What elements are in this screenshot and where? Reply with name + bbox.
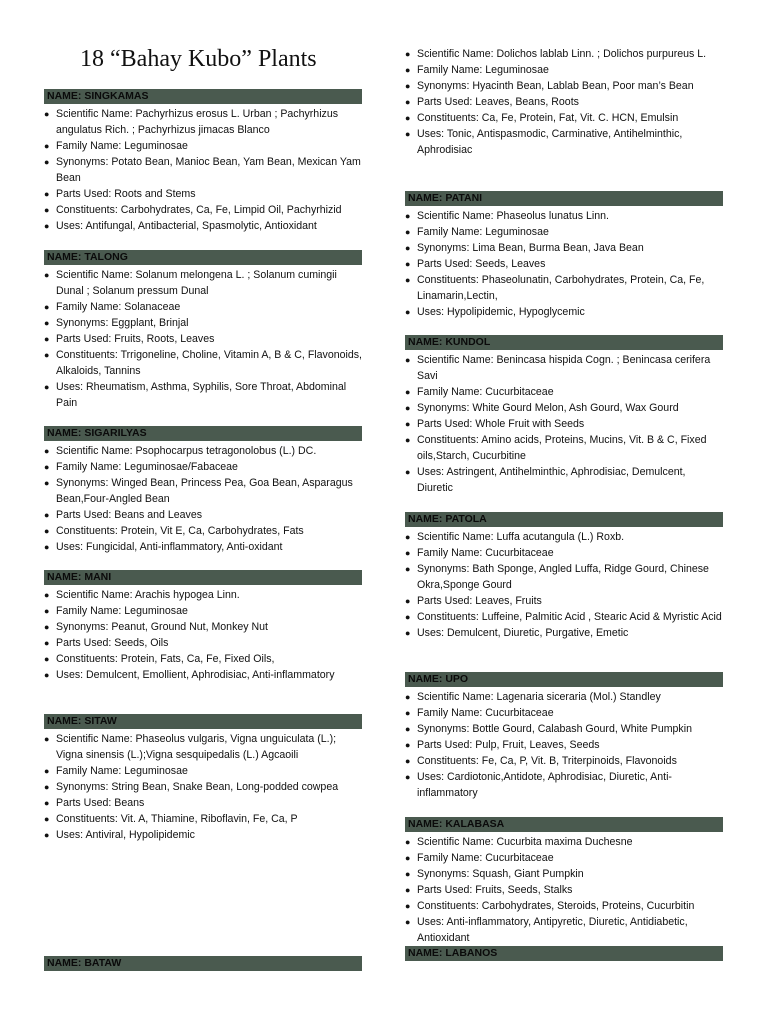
list-item (44, 795, 362, 811)
list-item (44, 827, 362, 843)
plant-name: BATAW (84, 957, 122, 969)
bullet-icon: ● (405, 628, 411, 638)
list-item (405, 866, 723, 882)
list-item-text: Family Name: Cucurbitaceae (417, 386, 554, 398)
bullet-icon: ● (44, 782, 50, 792)
list-item (405, 609, 723, 625)
list-item (405, 384, 723, 400)
plant-details-list (405, 689, 723, 801)
list-item (405, 62, 723, 78)
list-item (405, 834, 723, 850)
bullet-icon: ● (44, 270, 50, 280)
plant-section (405, 335, 723, 496)
bullet-icon: ● (405, 724, 411, 734)
list-item-text: Parts Used: Seeds, Leaves (417, 258, 546, 270)
bullet-icon: ● (44, 334, 50, 344)
list-item (405, 110, 723, 126)
plant-details-list (44, 267, 362, 411)
bullet-icon: ● (44, 205, 50, 215)
list-item (405, 737, 723, 753)
list-item-text: Uses: Astringent, Antihelminthic, Aphrodisiac, Demulcent, Diuretic (417, 466, 686, 494)
plant-section (44, 714, 362, 843)
bullet-icon: ● (405, 211, 411, 221)
list-item (405, 240, 723, 256)
list-item-text: Parts Used: Pulp, Fruit, Leaves, Seeds (417, 739, 600, 751)
list-item-text: Synonyms: String Bean, Snake Bean, Long-podded cowpea (56, 781, 339, 793)
list-item-text: Family Name: Leguminosae (56, 605, 188, 617)
bullet-icon: ● (405, 113, 411, 123)
list-item-text: Constituents: Protein, Vit E, Ca, Carbohydrates, Fats (56, 525, 304, 537)
list-item-text: Uses: Demulcent, Diuretic, Purgative, Emetic (417, 627, 629, 639)
bullet-icon: ● (44, 814, 50, 824)
list-item-text: Synonyms: Lima Bean, Burma Bean, Java Bean (417, 242, 644, 254)
list-item (44, 315, 362, 331)
list-item-text: Parts Used: Beans and Leaves (56, 509, 203, 521)
list-item-text: Uses: Tonic, Antispasmodic, Carminative, Antihelminthic, Aphrodisiac (417, 128, 683, 156)
list-item (405, 400, 723, 416)
list-item-text: Constituents: Trrigoneline, Choline, Vitamin A, B & C, Flavonoids, Alkaloids, Tannins (56, 349, 362, 377)
plant-name: TALONG (84, 251, 128, 263)
plant-section (44, 89, 362, 234)
bullet-icon: ● (405, 708, 411, 718)
bullet-icon: ● (44, 798, 50, 808)
list-item (44, 619, 362, 635)
list-item-text: Scientific Name: Phaseolus lunatus Linn. (417, 210, 609, 222)
plant-name: MANI (84, 571, 112, 583)
list-item-text: Synonyms: Bath Sponge, Angled Luffa, Ridge Gourd, Chinese Okra,Sponge Gourd (417, 563, 709, 591)
plant-section (405, 672, 723, 801)
list-item (405, 593, 723, 609)
list-item-text: Scientific Name: Dolichos lablab Linn. ; Dolichos purpureus L. (417, 48, 707, 60)
list-item (44, 763, 362, 779)
list-item (44, 106, 362, 138)
list-item-text: Scientific Name: Phaseolus vulgaris, Vigna unguiculata (L.); Vigna sinensis (L.);Vigna sesquipedalis (L.) Agcaoili (56, 733, 337, 761)
list-item (44, 154, 362, 186)
list-item (44, 459, 362, 475)
list-item (405, 898, 723, 914)
list-item (405, 721, 723, 737)
list-item-text: Uses: Demulcent, Emollient, Aphrodisiac, Anti-inflammatory (56, 669, 335, 681)
bullet-icon: ● (405, 885, 411, 895)
list-item (44, 507, 362, 523)
list-item (405, 914, 723, 946)
bullet-icon: ● (44, 654, 50, 664)
bullet-icon: ● (405, 869, 411, 879)
bullet-icon: ● (405, 259, 411, 269)
list-item (44, 186, 362, 202)
list-item-text: Constituents: Ca, Fe, Protein, Fat, Vit. C. HCN, Emulsin (417, 112, 679, 124)
plant-details-list (405, 834, 723, 946)
name-prefix: NAME: (47, 251, 82, 263)
plant-section (405, 946, 723, 963)
continued-list (405, 46, 723, 158)
bullet-icon: ● (44, 189, 50, 199)
list-item-text: Family Name: Cucurbitaceae (417, 852, 554, 864)
list-item-text: Family Name: Leguminosae (56, 765, 188, 777)
list-item-text: Synonyms: Peanut, Ground Nut, Monkey Nut (56, 621, 268, 633)
list-item-text: Constituents: Amino acids, Proteins, Mucins, Vit. B & C, Fixed oils,Starch, Cucurbitine (417, 434, 707, 462)
list-item (405, 625, 723, 641)
list-item-text: Synonyms: Squash, Giant Pumpkin (417, 868, 584, 880)
bullet-icon: ● (405, 772, 411, 782)
plant-name-header (44, 570, 362, 585)
bullet-icon: ● (405, 837, 411, 847)
list-item (44, 651, 362, 667)
bullet-icon: ● (44, 382, 50, 392)
bullet-icon: ● (405, 355, 411, 365)
list-item-text: Constituents: Phaseolunatin, Carbohydrates, Protein, Ca, Fe, Linamarin,Lectin, (417, 274, 705, 302)
list-item (44, 475, 362, 507)
plant-details-list (405, 208, 723, 320)
plant-section (405, 191, 723, 320)
bullet-icon: ● (44, 221, 50, 231)
plant-name-header (44, 714, 362, 729)
plant-section (44, 570, 362, 683)
bullet-icon: ● (405, 532, 411, 542)
plant-name: KALABASA (445, 818, 505, 830)
bullet-icon: ● (405, 97, 411, 107)
list-item (44, 667, 362, 683)
plant-name-header (44, 250, 362, 265)
plant-name: KUNDOL (445, 336, 491, 348)
list-item-text: Uses: Fungicidal, Anti-inflammatory, Anti-oxidant (56, 541, 283, 553)
list-item (405, 432, 723, 464)
bullet-icon: ● (405, 467, 411, 477)
list-item (405, 464, 723, 496)
list-item-text: Uses: Antifungal, Antibacterial, Spasmolytic, Antioxidant (56, 220, 317, 232)
bullet-icon: ● (405, 435, 411, 445)
list-item (44, 811, 362, 827)
list-item-text: Scientific Name: Pachyrhizus erosus L. Urban ; Pachyrhizus angulatus Rich. ; Pachyrhizus jimacas Blanco (56, 108, 339, 136)
bullet-icon: ● (405, 227, 411, 237)
plant-name-header (44, 956, 362, 971)
list-item (44, 138, 362, 154)
bullet-icon: ● (44, 526, 50, 536)
plant-name-header (405, 672, 723, 687)
list-item (44, 539, 362, 555)
plant-name: PATANI (445, 192, 483, 204)
list-item-text: Parts Used: Whole Fruit with Seeds (417, 418, 585, 430)
plant-name-header (405, 512, 723, 527)
bullet-icon: ● (44, 318, 50, 328)
list-item (405, 46, 723, 62)
list-item-text: Constituents: Protein, Fats, Ca, Fe, Fixed Oils, (56, 653, 275, 665)
bullet-icon: ● (44, 542, 50, 552)
list-item (405, 882, 723, 898)
bullet-icon: ● (44, 670, 50, 680)
plant-details-list (44, 731, 362, 843)
list-item-text: Constituents: Vit. A, Thiamine, Riboflavin, Fe, Ca, P (56, 813, 298, 825)
bullet-icon: ● (44, 766, 50, 776)
bullet-icon: ● (405, 129, 411, 139)
bullet-icon: ● (405, 853, 411, 863)
list-item (405, 753, 723, 769)
plant-details-list (405, 529, 723, 641)
bullet-icon: ● (405, 65, 411, 75)
list-item-text: Constituents: Luffeine, Palmitic Acid , Stearic Acid & Myristic Acid (417, 611, 722, 623)
list-item-text: Parts Used: Beans (56, 797, 145, 809)
bullet-icon: ● (405, 612, 411, 622)
list-item (405, 78, 723, 94)
list-item-text: Constituents: Carbohydrates, Steroids, Proteins, Cucurbitin (417, 900, 695, 912)
plant-section (44, 250, 362, 411)
plant-name-header (44, 89, 362, 104)
list-item-text: Uses: Hypolipidemic, Hypoglycemic (417, 306, 585, 318)
list-item-text: Parts Used: Fruits, Seeds, Stalks (417, 884, 573, 896)
list-item (405, 769, 723, 801)
list-item-text: Family Name: Leguminosae (56, 140, 188, 152)
list-item (405, 208, 723, 224)
bullet-icon: ● (405, 243, 411, 253)
bullet-icon: ● (44, 478, 50, 488)
name-prefix: NAME: (47, 715, 82, 727)
list-item (44, 523, 362, 539)
bullet-icon: ● (405, 275, 411, 285)
list-item (44, 587, 362, 603)
plant-name: PATOLA (445, 513, 487, 525)
plant-name: LABANOS (445, 947, 498, 959)
list-item (44, 379, 362, 411)
name-prefix: NAME: (408, 947, 443, 959)
bullet-icon: ● (44, 157, 50, 167)
bullet-icon: ● (44, 638, 50, 648)
list-item-text: Synonyms: Eggplant, Brinjal (56, 317, 189, 329)
list-item (405, 126, 723, 158)
name-prefix: NAME: (408, 513, 443, 525)
list-item (44, 731, 362, 763)
bullet-icon: ● (405, 548, 411, 558)
list-item (44, 603, 362, 619)
list-item-text: Uses: Antiviral, Hypolipidemic (56, 829, 195, 841)
bullet-icon: ● (405, 917, 411, 927)
list-item-text: Family Name: Cucurbitaceae (417, 547, 554, 559)
bullet-icon: ● (44, 302, 50, 312)
bullet-icon: ● (405, 81, 411, 91)
list-item-text: Scientific Name: Lagenaria siceraria (Mol.) Standley (417, 691, 661, 703)
list-item (44, 443, 362, 459)
list-item-text: Synonyms: White Gourd Melon, Ash Gourd, Wax Gourd (417, 402, 679, 414)
bullet-icon: ● (405, 307, 411, 317)
list-item (405, 561, 723, 593)
list-item (44, 299, 362, 315)
bullet-icon: ● (44, 734, 50, 744)
page-title: 18 “Bahay Kubo” Plants (80, 46, 317, 72)
bullet-icon: ● (405, 419, 411, 429)
list-item-text: Parts Used: Roots and Stems (56, 188, 196, 200)
plant-name-header (405, 946, 723, 961)
list-item (405, 850, 723, 866)
plant-details-list (44, 587, 362, 683)
plant-section (44, 956, 362, 973)
list-item-text: Constituents: Carbohydrates, Ca, Fe, Limpid Oil, Pachyrhizid (56, 204, 342, 216)
plant-name-header (405, 191, 723, 206)
bullet-icon: ● (44, 622, 50, 632)
name-prefix: NAME: (47, 427, 82, 439)
list-item-text: Scientific Name: Benincasa hispida Cogn. ; Benincasa cerifera Savi (417, 354, 711, 382)
list-item-text: Synonyms: Hyacinth Bean, Lablab Bean, Poor man’s Bean (417, 80, 694, 92)
bullet-icon: ● (405, 692, 411, 702)
plant-details-list (44, 443, 362, 555)
bullet-icon: ● (44, 350, 50, 360)
bullet-icon: ● (405, 403, 411, 413)
bullet-icon: ● (44, 590, 50, 600)
list-item-text: Family Name: Leguminosae/Fabaceae (56, 461, 238, 473)
bullet-icon: ● (44, 830, 50, 840)
plant-section (405, 817, 723, 946)
list-item-text: Family Name: Leguminosae (417, 64, 549, 76)
list-item (405, 529, 723, 545)
bullet-icon: ● (405, 596, 411, 606)
bullet-icon: ● (44, 446, 50, 456)
list-item (44, 347, 362, 379)
plant-name-header (405, 335, 723, 350)
list-item-text: Parts Used: Leaves, Beans, Roots (417, 96, 579, 108)
list-item-text: Parts Used: Leaves, Fruits (417, 595, 542, 607)
list-item (405, 689, 723, 705)
name-prefix: NAME: (47, 571, 82, 583)
list-item (44, 779, 362, 795)
list-item (405, 416, 723, 432)
plant-name: SINGKAMAS (84, 90, 149, 102)
list-item-text: Parts Used: Fruits, Roots, Leaves (56, 333, 215, 345)
list-item-text: Scientific Name: Psophocarpus tetragonolobus (L.) DC. (56, 445, 317, 457)
name-prefix: NAME: (408, 336, 443, 348)
list-item-text: Constituents: Fe, Ca, P, Vit. B, Triterpinoids, Flavonoids (417, 755, 677, 767)
bullet-icon: ● (44, 462, 50, 472)
list-item-text: Synonyms: Bottle Gourd, Calabash Gourd, White Pumpkin (417, 723, 692, 735)
list-item-text: Uses: Rheumatism, Asthma, Syphilis, Sore Throat, Abdominal Pain (56, 381, 347, 409)
name-prefix: NAME: (47, 90, 82, 102)
list-item (405, 352, 723, 384)
list-item (405, 304, 723, 320)
bullet-icon: ● (44, 109, 50, 119)
list-item-text: Scientific Name: Cucurbita maxima Duchesne (417, 836, 633, 848)
bullet-icon: ● (405, 564, 411, 574)
list-item (405, 256, 723, 272)
list-item-text: Scientific Name: Solanum melongena L. ; Solanum cumingii Dunal ; Solanum pressum Dunal (56, 269, 337, 297)
plant-section (44, 426, 362, 555)
list-item (405, 272, 723, 304)
right-column (405, 0, 723, 959)
list-item-text: Family Name: Cucurbitaceae (417, 707, 554, 719)
list-item-text: Parts Used: Seeds, Oils (56, 637, 169, 649)
list-item-text: Scientific Name: Arachis hypogea Linn. (56, 589, 240, 601)
list-item (44, 218, 362, 234)
plant-name: SIGARILYAS (84, 427, 147, 439)
bullet-icon: ● (44, 141, 50, 151)
bullet-icon: ● (405, 49, 411, 59)
list-item (44, 331, 362, 347)
bullet-icon: ● (44, 510, 50, 520)
bullet-icon: ● (405, 740, 411, 750)
plant-section (405, 512, 723, 641)
list-item-text: Family Name: Solanaceae (56, 301, 181, 313)
list-item-text: Uses: Anti-inflammatory, Antipyretic, Diuretic, Antidiabetic, Antioxidant (417, 916, 688, 944)
bullet-icon: ● (405, 901, 411, 911)
list-item (405, 545, 723, 561)
bullet-icon: ● (405, 387, 411, 397)
list-item (405, 224, 723, 240)
list-item (44, 202, 362, 218)
list-item-text: Synonyms: Potato Bean, Manioc Bean, Yam Bean, Mexican Yam Bean (56, 156, 361, 184)
plant-name: SITAW (84, 715, 117, 727)
bullet-icon: ● (44, 606, 50, 616)
list-item (405, 94, 723, 110)
list-item-text: Synonyms: Winged Bean, Princess Pea, Goa Bean, Asparagus Bean,Four-Angled Bean (56, 477, 353, 505)
name-prefix: NAME: (408, 673, 443, 685)
list-item-text: Uses: Cardiotonic,Antidote, Aphrodisiac, Diuretic, Anti-inflammatory (417, 771, 672, 799)
list-item (44, 267, 362, 299)
plant-name-header (44, 426, 362, 441)
bullet-icon: ● (405, 756, 411, 766)
plant-name: UPO (445, 673, 469, 685)
name-prefix: NAME: (408, 818, 443, 830)
plant-details-list (405, 352, 723, 496)
list-item (44, 635, 362, 651)
list-item (405, 705, 723, 721)
list-item-text: Family Name: Leguminosae (417, 226, 549, 238)
plant-name-header (405, 817, 723, 832)
plant-details-list (44, 106, 362, 234)
name-prefix: NAME: (47, 957, 82, 969)
list-item-text: Scientific Name: Luffa acutangula (L.) Roxb. (417, 531, 625, 543)
name-prefix: NAME: (408, 192, 443, 204)
